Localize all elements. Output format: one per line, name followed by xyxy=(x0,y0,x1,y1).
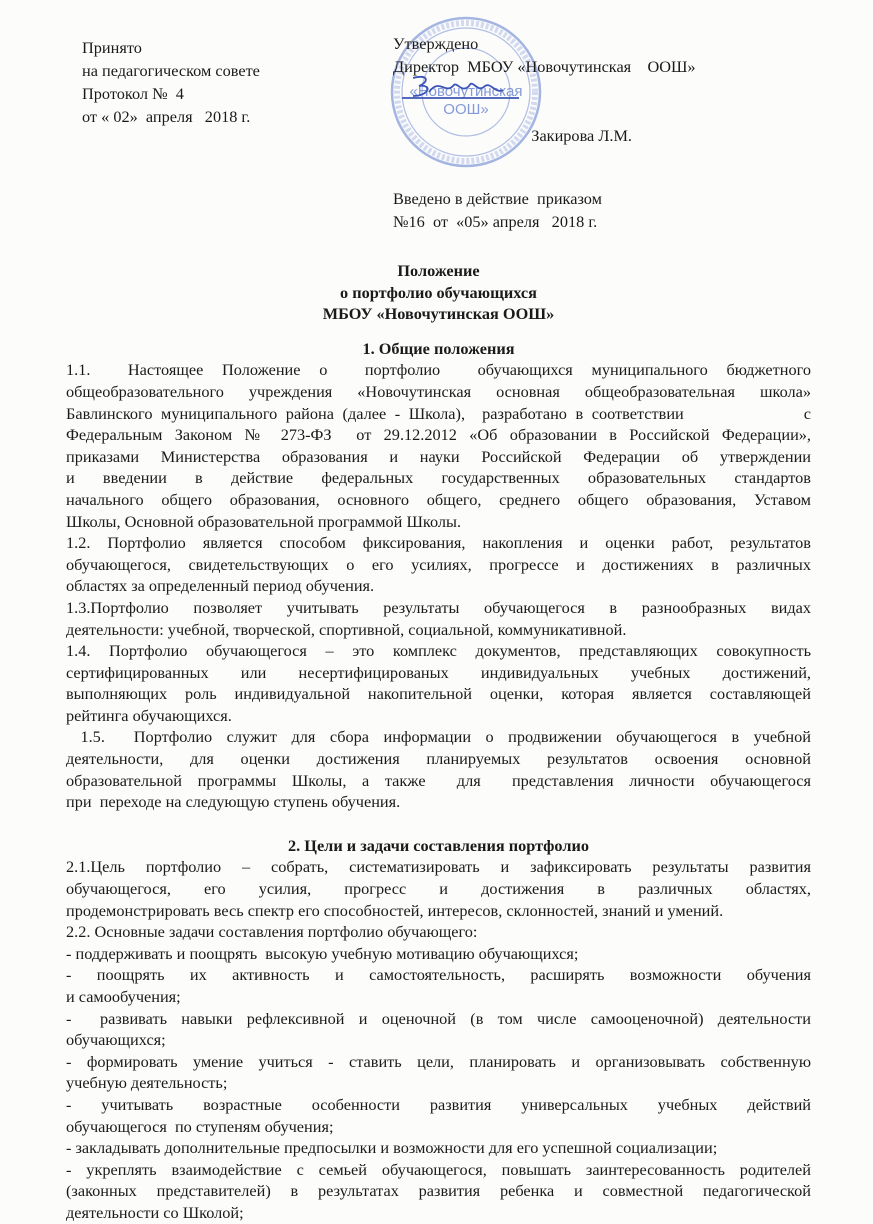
text-line: при переходе на следующую ступень обучения. xyxy=(66,792,401,812)
svg-text:«Новочутинская: «Новочутинская xyxy=(409,83,523,100)
signature xyxy=(399,72,524,102)
text-line: 1.4. Портфолио обучающегося – это комплекс документов, представляющих совокупность xyxy=(66,641,811,661)
text-line: обучающихся; xyxy=(66,1030,166,1050)
paragraph xyxy=(66,532,811,597)
text-line: сертифицированных или несертифицированых индивидуальных учебных достижений, xyxy=(66,662,811,682)
signature-line xyxy=(393,78,696,170)
text-line: 1.2. Портфолио является способом фиксирования, накопления и оценки работ, результатов xyxy=(66,533,811,553)
text-line: - поддерживать и поощрять высокую учебную мотивацию обучающихся; xyxy=(66,943,579,963)
text-line: и самообучения; xyxy=(66,987,181,1006)
director-title: Директор МБОУ «Новочутинская ООШ» xyxy=(393,57,696,76)
text-line: обучающегося, свидетельствующих о его усилиях, прогрессе и достижениях в различных xyxy=(66,554,811,574)
document-body xyxy=(66,260,811,1224)
text-line: выполняющих роль индивидуальной накопительной оценки, которая является составляющей xyxy=(66,684,811,704)
text-line: деятельности, для оценки достижения планируемых результатов освоения основной xyxy=(66,749,811,769)
paragraph xyxy=(66,359,811,532)
text-line: Федеральным Законом № 273-ФЗ от 29.12.2012 «Об образовании в Российской Федерации», xyxy=(66,425,811,445)
text-line: 2.1.Цель портфолио – собрать, систематизировать и зафиксировать результаты развития xyxy=(66,857,811,877)
paragraph xyxy=(66,964,811,1007)
section-heading: 2. Цели и задачи составления портфолио xyxy=(288,835,589,855)
approved-block xyxy=(393,32,696,233)
paragraph xyxy=(66,1137,811,1159)
paragraph xyxy=(66,856,811,921)
paragraph xyxy=(66,1008,811,1051)
text-line: - поощрять их активность и самостоятельность, расширять возможности обучения xyxy=(66,965,811,985)
text-line: деятельности: учебной, творческой, спортивной, социальной, коммуникативной. xyxy=(66,619,627,639)
doc-title: Положение xyxy=(397,261,480,280)
order-number-date: №16 от «05» апреля 2018 г. xyxy=(393,212,598,231)
text-line: - развивать навыки рефлексивной и оценочной (в том числе самооценочной) деятельности xyxy=(66,1008,811,1028)
text-line: - укреплять взаимодействие с семьей обучающегося, повышать заинтересованность родителей xyxy=(66,1159,811,1179)
text-line: рейтинга обучающихся. xyxy=(66,705,232,725)
paragraph xyxy=(66,726,811,812)
council-label: на педагогическом совете xyxy=(82,61,260,80)
text-line: - учитывать возрастные особенности развития универсальных учебных действий xyxy=(66,1094,811,1114)
text-line: продемонстрировать весь спектр его способностей, интересов, склонностей, знаний и умений. xyxy=(66,900,724,920)
paragraph xyxy=(66,921,811,943)
text-line: приказами Министерства образования и науки Российской Федерации об утверждении xyxy=(66,446,811,466)
text-line: Бавлинского муниципального района (далее - Школа), разработано в соответствии с xyxy=(66,403,811,423)
text-line: обучающегося по ступеням обучения; xyxy=(66,1116,334,1136)
text-line: 1.5. Портфолио служит для сбора информации о продвижении обучающегося в учебной xyxy=(66,727,811,747)
svg-text:ООШ»: ООШ» xyxy=(443,101,489,118)
text-line: деятельности со Школой; xyxy=(66,1202,244,1222)
text-line: областях за определенный период обучения. xyxy=(66,576,375,596)
doc-school: МБОУ «Новочутинская ООШ» xyxy=(322,304,555,324)
doc-subtitle: о портфолио обучающихся xyxy=(340,282,537,302)
paragraph xyxy=(66,640,811,726)
text-line: начального общего образования, основного общего, среднего общего образования, Уставом xyxy=(66,489,811,509)
accepted-label: Принято xyxy=(82,38,142,57)
director-name: Закирова Л.М. xyxy=(531,126,632,145)
text-line: и введении в действие федеральных государственных образовательных стандартов xyxy=(66,468,811,488)
text-line: (законных представителей) в результатах развития ребенка и совместной педагогической xyxy=(66,1181,811,1201)
paragraph xyxy=(66,1159,811,1224)
protocol-number: Протокол № 4 xyxy=(82,84,184,103)
introduced-label: Введено в действие приказом xyxy=(393,189,602,208)
text-line: 1.3.Портфолио позволяет учитывать результаты обучающегося в разнообразных видах xyxy=(66,597,811,617)
paragraph xyxy=(66,597,811,640)
text-line: 2.2. Основные задачи составления портфолио обучающего: xyxy=(66,922,478,942)
text-line: Школы, Основной образовательной программой Школы. xyxy=(66,511,462,531)
text-line: 1.1. Настоящее Положение о портфолио обучающихся муниципального бюджетного xyxy=(66,360,811,380)
text-line: обучающегося, его усилия, прогресс и достижения в различных областях, xyxy=(66,879,811,899)
paragraph xyxy=(66,943,811,965)
approved-label: Утверждено xyxy=(393,34,479,53)
text-line: образовательной программы Школы, а также для представления личности обучающегося xyxy=(66,770,811,790)
accepted-block xyxy=(82,36,260,128)
text-line: учебную деятельность; xyxy=(66,1073,228,1093)
paragraph xyxy=(66,1051,811,1094)
text-line: - закладывать дополнительные предпосылки и возможности для его успешной социализации; xyxy=(66,1138,718,1158)
protocol-date: от « 02» апреля 2018 г. xyxy=(82,107,251,126)
section-heading: 1. Общие положения xyxy=(362,338,515,358)
paragraph xyxy=(66,1094,811,1137)
text-line: общеобразовательного учреждения «Новочутинская основная общеобразовательная школа» xyxy=(66,381,811,401)
text-line: - формировать умение учиться - ставить цели, планировать и организовывать собственную xyxy=(66,1051,811,1071)
